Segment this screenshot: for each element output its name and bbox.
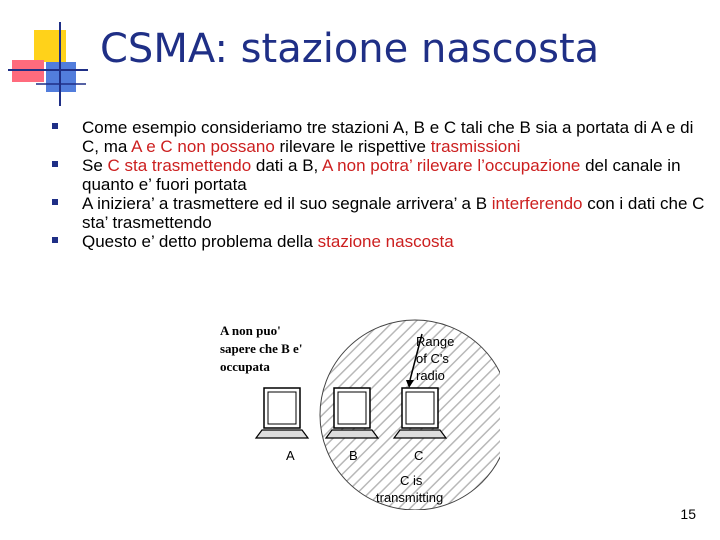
bullet-text: dati a B, xyxy=(251,156,323,175)
station-label-b: B xyxy=(349,448,358,463)
station-label-a: A xyxy=(286,448,295,463)
bullet-text: Questo e’ detto problema della xyxy=(82,232,318,251)
bullet-item xyxy=(52,156,712,194)
transmitting-line-1: C is xyxy=(400,473,423,488)
bullet-text: del canale in quanto e’ fuori portata xyxy=(82,156,681,194)
transmitting-line-2: transmitting xyxy=(376,490,444,505)
bullet-item xyxy=(52,118,712,156)
range-label-line-3: radio xyxy=(416,368,445,383)
annotation-line-1: A non puo' xyxy=(220,323,281,338)
bullet-text: Se xyxy=(82,156,108,175)
range-label-line-1: Range xyxy=(416,334,455,349)
highlighted-text: trasmissioni xyxy=(430,137,521,156)
highlighted-text: C sta trasmettendo xyxy=(107,156,252,175)
highlighted-text: interferendo xyxy=(491,194,583,213)
bullet-item xyxy=(52,194,712,232)
bullet-text: Come esempio consideriamo tre stazioni A, B e C tali che B sia a portata di A e di C, ma xyxy=(82,118,694,156)
page-number: 15 xyxy=(680,506,696,522)
slide-logo-icon xyxy=(8,22,88,106)
laptop-a-icon xyxy=(256,388,308,438)
bullet-marker-icon xyxy=(52,237,58,243)
range-label-line-2: of C's xyxy=(416,351,449,366)
laptop-b-icon xyxy=(326,388,378,438)
bullet-item xyxy=(52,232,712,251)
bullet-list xyxy=(52,118,712,251)
laptop-c-icon xyxy=(394,388,446,438)
bullet-text: A iniziera’ a trasmettere ed il suo segnale arrivera’ a B xyxy=(82,194,492,213)
highlighted-text: A non potra’ rilevare l’occupazione xyxy=(322,156,581,175)
highlighted-text: stazione nascosta xyxy=(317,232,454,251)
bullet-text: con i dati che C sta’ trasmettendo xyxy=(82,194,705,232)
bullet-marker-icon xyxy=(52,161,58,167)
hidden-station-diagram xyxy=(210,300,500,510)
highlighted-text: A e C non possano xyxy=(131,137,275,156)
slide-title: CSMA: stazione nascosta xyxy=(100,26,600,72)
station-label-c: C xyxy=(414,448,424,463)
annotation-line-2: sapere che B e' xyxy=(220,341,303,356)
annotation-line-3: occupata xyxy=(220,359,270,374)
bullet-marker-icon xyxy=(52,199,58,205)
bullet-text: rilevare le rispettive xyxy=(274,137,431,156)
bullet-marker-icon xyxy=(52,123,58,129)
